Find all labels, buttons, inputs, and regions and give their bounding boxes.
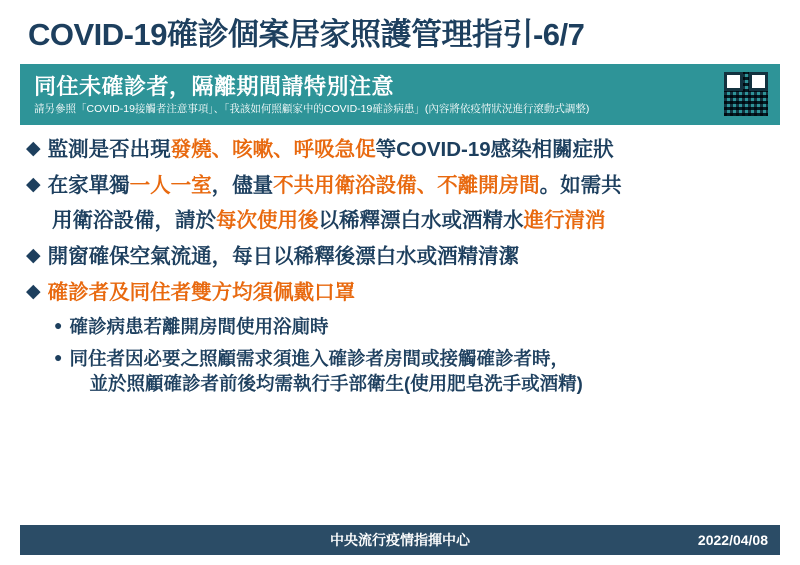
diamond-icon: ◆ (26, 173, 41, 195)
list-item-text: 確診者及同住者雙方均須佩戴口罩 (47, 280, 356, 304)
list-item-text: 監測是否出現發燒、咳嗽、呼吸急促等COVID-19感染相關症狀 (47, 138, 614, 162)
content-list (20, 125, 780, 397)
page-title: COVID-19確診個案居家照護管理指引-6/7 (28, 17, 585, 52)
band-subheading: 請另參照「COVID-19接觸者注意事項」、「我該如何照顧家中的COVID-19確診病患」(內容將依疫情狀況進行滾動式調整) (34, 103, 590, 116)
footer-date: 2022/04/08 (697, 532, 768, 548)
list-item (26, 173, 776, 200)
sub-list-item (54, 347, 776, 397)
footer-bar (20, 525, 780, 555)
band-heading: 同住未確診者，隔離期間請特別注意 (34, 74, 395, 100)
list-item-continuation (26, 208, 776, 235)
list-item (26, 137, 776, 164)
diamond-icon: ◆ (26, 244, 41, 266)
diamond-icon: ◆ (26, 138, 41, 160)
list-item-text-line2: 用衛浴設備，請於每次使用後以稀釋漂白水或酒精水進行清消 (52, 209, 606, 233)
diamond-icon: ◆ (26, 280, 41, 302)
bullet-dot-icon: ● (54, 349, 63, 366)
sub-list-item-text: 確診病患若離開房間使用浴廁時 (69, 316, 329, 338)
footer-organization: 中央流行疫情指揮中心 (330, 532, 470, 548)
header-band (20, 64, 780, 125)
list-item-text: 在家單獨一人一室，儘量不共用衛浴設備、不離開房間。如需共 (47, 173, 622, 197)
list-item-text: 開窗確保空氣流通，每日以稀釋後漂白水或酒精清潔 (47, 244, 520, 268)
sub-list-item-text: 同住者因必要之照顧需求須進入確診者房間或接觸確診者時， 並於照顧確診者前後均需執行手部衛生(使用肥皂洗手或酒精) (69, 348, 583, 395)
sub-list-item (54, 315, 776, 340)
list-item (26, 280, 776, 307)
qr-code-icon[interactable] (724, 72, 768, 116)
list-item (26, 244, 776, 271)
bullet-dot-icon: ● (54, 317, 63, 334)
